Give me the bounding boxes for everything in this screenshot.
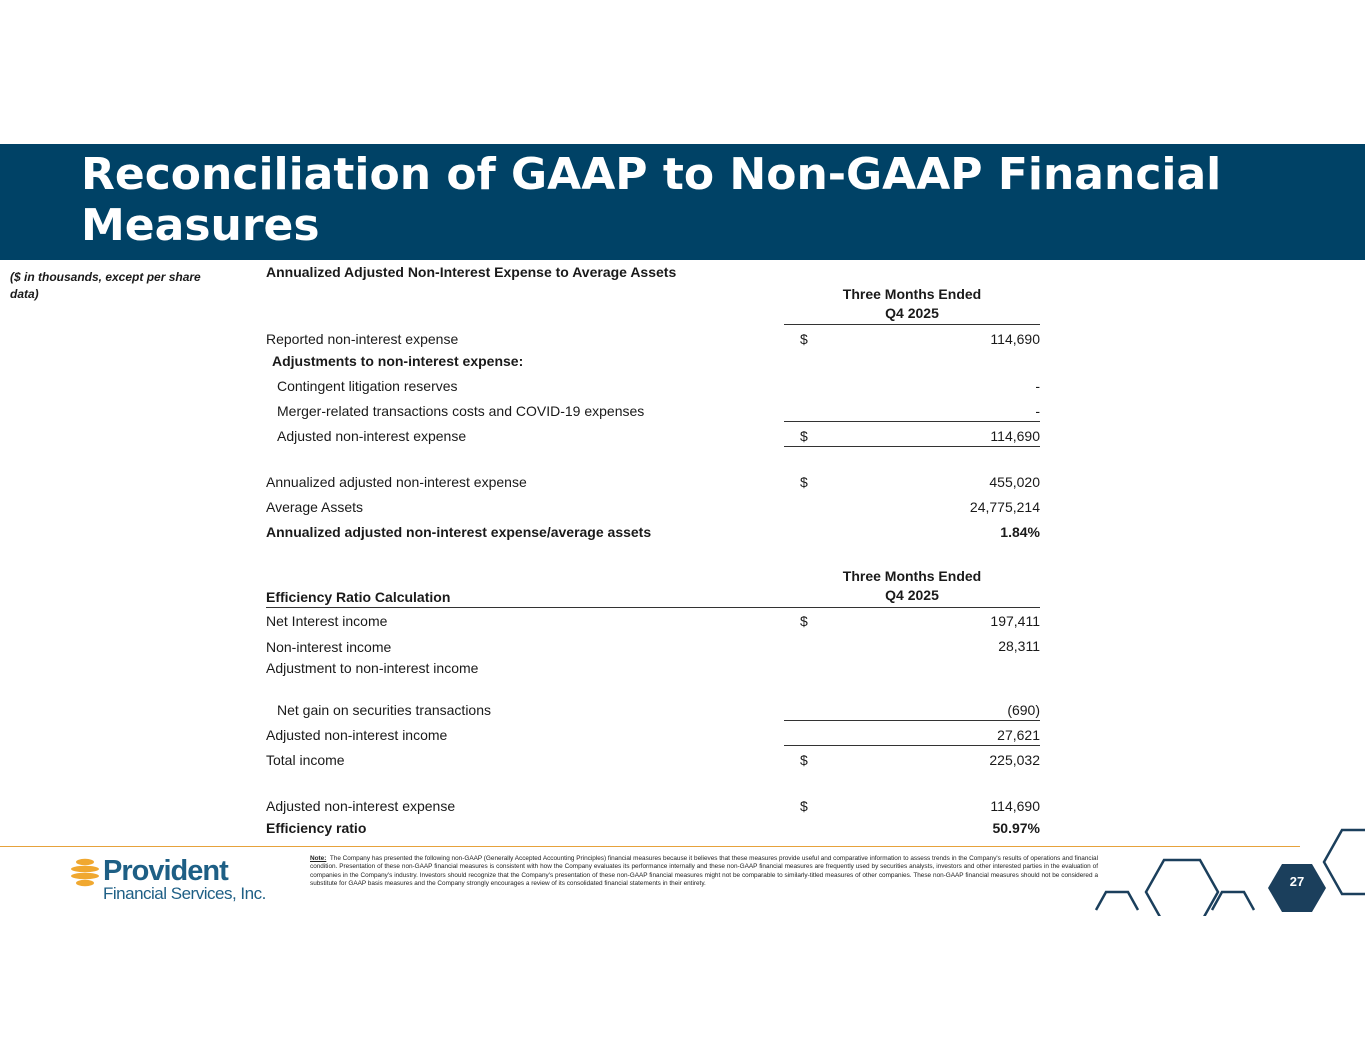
page-number: 27 xyxy=(1289,874,1305,889)
footnote-label: Note: xyxy=(310,855,327,862)
row-dollar: $ xyxy=(800,613,808,629)
row-value: 1.84% xyxy=(1000,524,1040,540)
section1-column-header xyxy=(784,285,1040,323)
row-value: 197,411 xyxy=(990,613,1040,629)
hexagon-decoration-icon xyxy=(1090,826,1365,916)
footnote-text: The Company has presented the following non-GAAP (Generally Accepted Accounting Principles) financial measures because it believes that these measures provide useful and comparative information to assess trends in the Company's results of operations and financial condition. Presentation of these non-GAAP financial measures is consistent with how the Company evaluates its performance internally and these non-GAAP financial measures are frequently used by securities analysts, investors and other interested parties in the evaluation of companies in the Company's industry. Investors should recognize that the Company's presentation of these non-GAAP financial measures might not be comparable to similarly-titled measures of other companies. These non-GAAP financial measures should not be considered a substitute for GAAP basis measures and the Company strongly encourages a review of its consolidated financial statements in their entirety. xyxy=(310,855,1099,887)
row-value: - xyxy=(1035,403,1040,419)
section1-header-period: Three Months Ended xyxy=(842,286,982,302)
section2-header-quarter: Q4 2025 xyxy=(885,587,939,603)
section2-title: Efficiency Ratio Calculation xyxy=(266,589,451,605)
section1-header-rule xyxy=(784,324,1040,325)
subtotal-rule xyxy=(784,745,1040,746)
row-value: 114,690 xyxy=(990,428,1040,444)
row-dollar: $ xyxy=(800,428,808,444)
logo-subtitle: Financial Services, Inc. xyxy=(103,884,266,903)
row-label: Average Assets xyxy=(266,499,364,515)
row-label: Contingent litigation reserves xyxy=(277,378,458,394)
logo-wordmark: Provident xyxy=(103,855,228,887)
row-label: Adjustments to non-interest expense: xyxy=(272,353,524,369)
section2-column-header xyxy=(784,567,1040,605)
title-line-1: Reconciliation of GAAP to Non-GAAP Financial xyxy=(81,149,1222,200)
row-label: Efficiency ratio xyxy=(266,820,367,836)
subtotal-rule xyxy=(784,720,1040,721)
row-label: Adjustment to non-interest income xyxy=(266,660,479,676)
row-label: Non-interest income xyxy=(266,639,392,655)
title-line-2: Measures xyxy=(81,200,320,251)
row-label: Annualized adjusted non-interest expense/average assets xyxy=(266,524,652,540)
row-value: 225,032 xyxy=(989,752,1040,768)
row-value: 27,621 xyxy=(997,727,1040,743)
row-value: 50.97% xyxy=(992,820,1040,836)
row-value: - xyxy=(1035,378,1040,394)
footnote xyxy=(310,855,1098,888)
row-label: Adjusted non-interest expense xyxy=(266,798,456,814)
row-label: Total income xyxy=(266,752,345,768)
row-dollar: $ xyxy=(800,752,808,768)
section2-header-period: Three Months Ended xyxy=(842,568,982,584)
row-dollar: $ xyxy=(800,798,808,814)
row-label: Adjusted non-interest expense xyxy=(277,428,467,444)
row-dollar: $ xyxy=(800,474,808,490)
units-note: ($ in thousands, except per share data) xyxy=(10,270,201,301)
row-value: 28,311 xyxy=(998,638,1040,654)
row-label: Adjusted non-interest income xyxy=(266,727,448,743)
row-value: 455,020 xyxy=(989,474,1040,490)
subtotal-rule xyxy=(784,421,1040,422)
row-value: (690) xyxy=(1007,702,1040,718)
row-label: Annualized adjusted non-interest expense xyxy=(266,474,527,490)
section1-header-quarter: Q4 2025 xyxy=(885,305,939,321)
row-value: 114,690 xyxy=(990,331,1040,347)
row-value: 24,775,214 xyxy=(969,499,1040,515)
row-label: Net Interest income xyxy=(266,613,388,629)
row-label: Reported non-interest expense xyxy=(266,331,459,347)
section2-header-rule xyxy=(266,607,1040,608)
page-title xyxy=(81,149,1281,251)
total-rule xyxy=(784,446,1040,447)
provident-logo-icon xyxy=(69,858,101,888)
section1-title: Annualized Adjusted Non-Interest Expense to Average Assets xyxy=(266,264,677,280)
row-dollar: $ xyxy=(800,331,808,347)
row-label: Merger-related transactions costs and COVID-19 expenses xyxy=(277,403,645,419)
row-label: Net gain on securities transactions xyxy=(277,702,491,718)
row-value: 114,690 xyxy=(990,798,1040,814)
